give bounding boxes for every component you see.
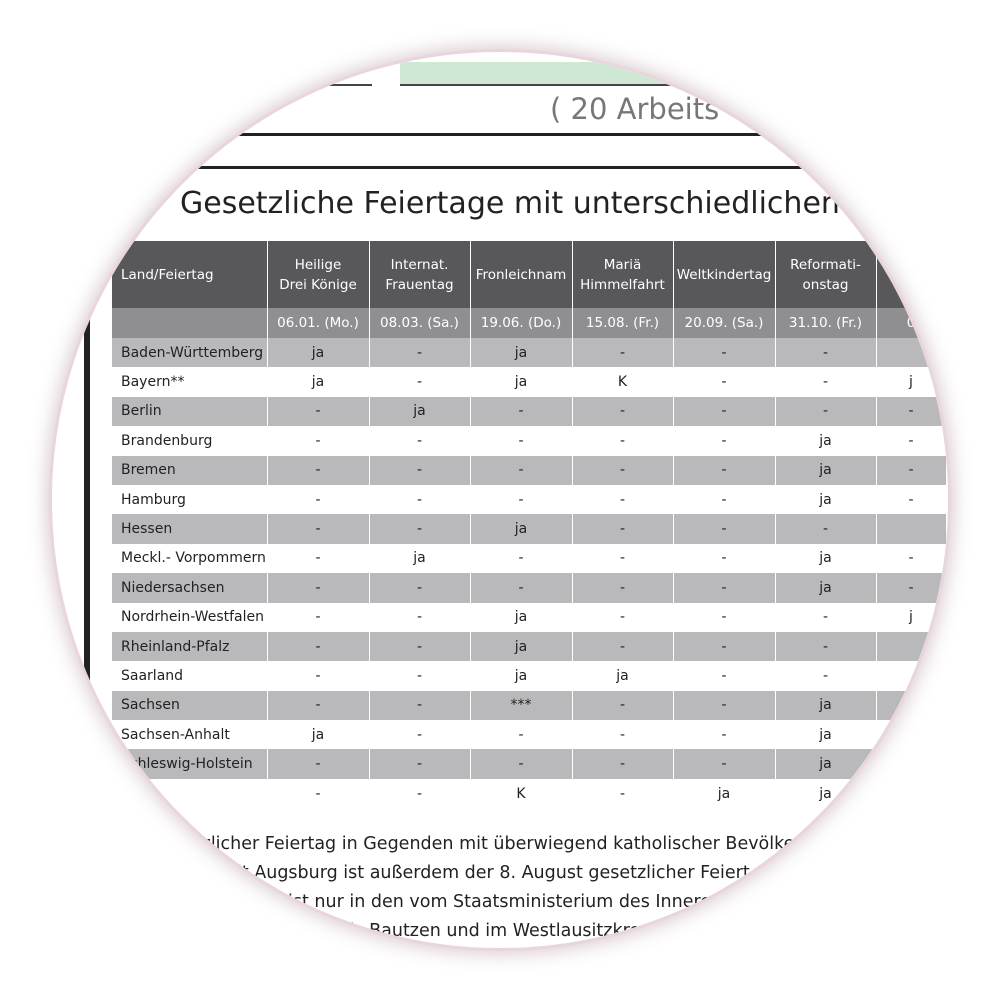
holiday-cell: - [673,720,775,749]
page-title: Gesetzliche Feiertage mit unterschiedlichen [180,186,840,221]
state-name-cell: Rheinland-Pfalz [112,632,267,661]
holiday-cell [876,779,946,808]
footnotes [120,830,794,946]
header-highlight-bar [400,62,800,86]
holiday-cell: ja [775,720,876,749]
section-divider-bottom [160,166,940,169]
holiday-cell: ja [267,338,369,367]
holiday-cell: - [572,544,673,573]
holiday-cell: - [673,691,775,720]
holiday-cell: - [673,338,775,367]
holiday-cell: ja [267,720,369,749]
column-header: Weltkindertag [673,241,775,308]
holiday-cell: ja [775,691,876,720]
holiday-cell: ja [369,397,470,426]
holiday-cell: - [876,544,946,573]
holiday-cell: ja [470,367,572,396]
holiday-cell: - [572,720,673,749]
state-name-cell: Sachsen-Anhalt [112,720,267,749]
holiday-cell: - [267,661,369,690]
holiday-cell: - [572,456,673,485]
holiday-cell: - [673,661,775,690]
holiday-cell: - [673,485,775,514]
holiday-cell [876,514,946,543]
holiday-cell [876,749,946,778]
state-name-cell: Hamburg [112,485,267,514]
holiday-cell: - [572,573,673,602]
holiday-cell: ja [775,779,876,808]
holiday-cell: - [572,632,673,661]
column-header: Reformati- onstag [775,241,876,308]
holiday-cell [876,720,946,749]
holiday-cell: ja [470,632,572,661]
holiday-cell: - [369,426,470,455]
holiday-cell: - [470,397,572,426]
date-cell: 08.03. (Sa.) [369,308,470,338]
table-body [112,338,946,808]
holiday-cell: - [267,426,369,455]
table-row [112,749,946,778]
state-name-cell: Sachsen [112,691,267,720]
holiday-cell: - [572,749,673,778]
table-dates-row [112,308,946,338]
footnote-line: ist nur in den vom Staatsministerium des Innere [288,892,712,912]
holiday-cell: - [673,573,775,602]
table-row [112,426,946,455]
holiday-cell: - [673,544,775,573]
table-row [112,397,946,426]
state-name-cell: Schleswig-Holstein [112,749,267,778]
holiday-cell: - [572,485,673,514]
holiday-cell: - [369,720,470,749]
holiday-cell: - [673,367,775,396]
holiday-cell: - [369,691,470,720]
holiday-cell: - [775,514,876,543]
holiday-cell: - [267,397,369,426]
holiday-cell: - [267,456,369,485]
holiday-cell: - [775,338,876,367]
holiday-cell [876,661,946,690]
table-row [112,514,946,543]
holiday-cell: - [267,691,369,720]
holiday-cell: ja [369,544,470,573]
table-row [112,367,946,396]
holiday-cell: ja [470,514,572,543]
date-cell: 19.06. (Do.) [470,308,572,338]
document-page [52,52,948,948]
holiday-cell: - [673,749,775,778]
table-row [112,485,946,514]
table-row [112,456,946,485]
date-cell: 20.09. (Sa.) [673,308,775,338]
holiday-cell: ja [470,603,572,632]
holiday-cell: *** [470,691,572,720]
holiday-cell: - [572,397,673,426]
holiday-cell: - [267,779,369,808]
holiday-cell: - [673,397,775,426]
state-name-cell: Saarland [112,661,267,690]
table-row [112,544,946,573]
state-name-cell: Niedersachsen [112,573,267,602]
holiday-cell: ja [572,661,673,690]
state-name-cell: Bremen [112,456,267,485]
holiday-cell [876,632,946,661]
holiday-cell: - [369,603,470,632]
table-row [112,632,946,661]
page-left-border [84,140,90,900]
date-cell: 31.10. (Fr.) [775,308,876,338]
state-name-cell: Meckl.- Vorpommern [112,544,267,573]
holiday-cell: - [775,632,876,661]
holiday-cell: - [369,485,470,514]
column-header-land: Land/Feiertag [112,241,267,308]
state-name-cell: Brandenburg [112,426,267,455]
table-row [112,691,946,720]
holiday-cell: K [470,779,572,808]
table-row [112,661,946,690]
table-row [112,779,946,808]
column-header: Internat. Frauentag [369,241,470,308]
holiday-cell: - [470,456,572,485]
table-header-row [112,241,946,308]
date-cell: 0 [876,308,946,338]
holiday-cell: j [876,603,946,632]
state-name-cell: Hessen [112,514,267,543]
holiday-cell: - [470,573,572,602]
holiday-cell: - [470,720,572,749]
holiday-cell: - [369,367,470,396]
holiday-cell: - [673,456,775,485]
holiday-cell: - [369,632,470,661]
holiday-table [112,241,947,808]
magnifier-lens [52,52,948,948]
state-name-cell: Baden-Württemberg [112,338,267,367]
holiday-cell: ja [775,485,876,514]
table-row [112,573,946,602]
holiday-cell: - [775,367,876,396]
holiday-cell: - [470,426,572,455]
holiday-cell: ja [775,426,876,455]
holiday-cell: ja [775,456,876,485]
holiday-cell: - [267,544,369,573]
holiday-cell: - [775,603,876,632]
holiday-cell [876,338,946,367]
footnote-line: etzlicher Feiertag in Gegenden mit überwiegend katholischer Bevölke [184,834,795,854]
state-name-cell: Bayern** [112,367,267,396]
table-row [112,720,946,749]
holiday-cell: - [876,397,946,426]
holiday-cell: - [673,603,775,632]
holiday-cell: - [369,661,470,690]
holiday-cell: - [876,485,946,514]
holiday-cell: - [369,573,470,602]
holiday-cell [876,691,946,720]
holiday-cell: - [673,632,775,661]
header-rule-left [200,84,372,86]
holiday-cell: ja [775,544,876,573]
section-divider-top [160,133,940,136]
date-cell: 15.08. (Fr.) [572,308,673,338]
date-cell [112,308,267,338]
holiday-cell: - [267,749,369,778]
holiday-cell: - [470,544,572,573]
holiday-cell: ja [673,779,775,808]
holiday-cell: - [775,661,876,690]
holiday-cell: - [267,514,369,543]
holiday-cell: - [876,573,946,602]
holiday-cell: - [470,749,572,778]
state-name-cell: Berlin [112,397,267,426]
footnote-line: reis Bautzen und im Westlausitzkre [332,921,641,941]
column-header: Heilige Drei Könige [267,241,369,308]
column-header: Fronleichnam [470,241,572,308]
holiday-cell: - [775,397,876,426]
holiday-cell: - [369,456,470,485]
holiday-cell: - [369,779,470,808]
table-row [112,603,946,632]
holiday-cell: ja [775,573,876,602]
table-row [112,338,946,367]
holiday-cell: - [673,514,775,543]
holiday-cell: - [572,691,673,720]
column-header [876,241,946,308]
date-cell: 06.01. (Mo.) [267,308,369,338]
holiday-cell: - [673,426,775,455]
holiday-cell: ja [470,338,572,367]
footnote-line: adt Augsburg ist außerdem der 8. August gesetzlicher Feiert [220,863,750,883]
state-name-cell: ingen [112,779,267,808]
holiday-cell: - [572,603,673,632]
holiday-cell: j [876,367,946,396]
holiday-cell: - [572,426,673,455]
holiday-cell: - [369,338,470,367]
holiday-cell: - [369,514,470,543]
holiday-cell: - [876,456,946,485]
column-header: Mariä Himmelfahrt [572,241,673,308]
holiday-cell: - [572,779,673,808]
holiday-cell: - [267,573,369,602]
work-days-label: ( 20 Arbeits [550,92,720,126]
header-rule-right [400,84,800,86]
holiday-cell: K [572,367,673,396]
holiday-cell: ja [267,367,369,396]
state-name-cell: Nordrhein-Westfalen [112,603,267,632]
holiday-cell: - [572,338,673,367]
holiday-cell: - [369,749,470,778]
holiday-cell: - [470,485,572,514]
holiday-cell: - [267,603,369,632]
holiday-cell: ja [470,661,572,690]
holiday-cell: - [876,426,946,455]
holiday-cell: ja [775,749,876,778]
holiday-cell: - [572,514,673,543]
holiday-cell: - [267,485,369,514]
holiday-cell: - [267,632,369,661]
